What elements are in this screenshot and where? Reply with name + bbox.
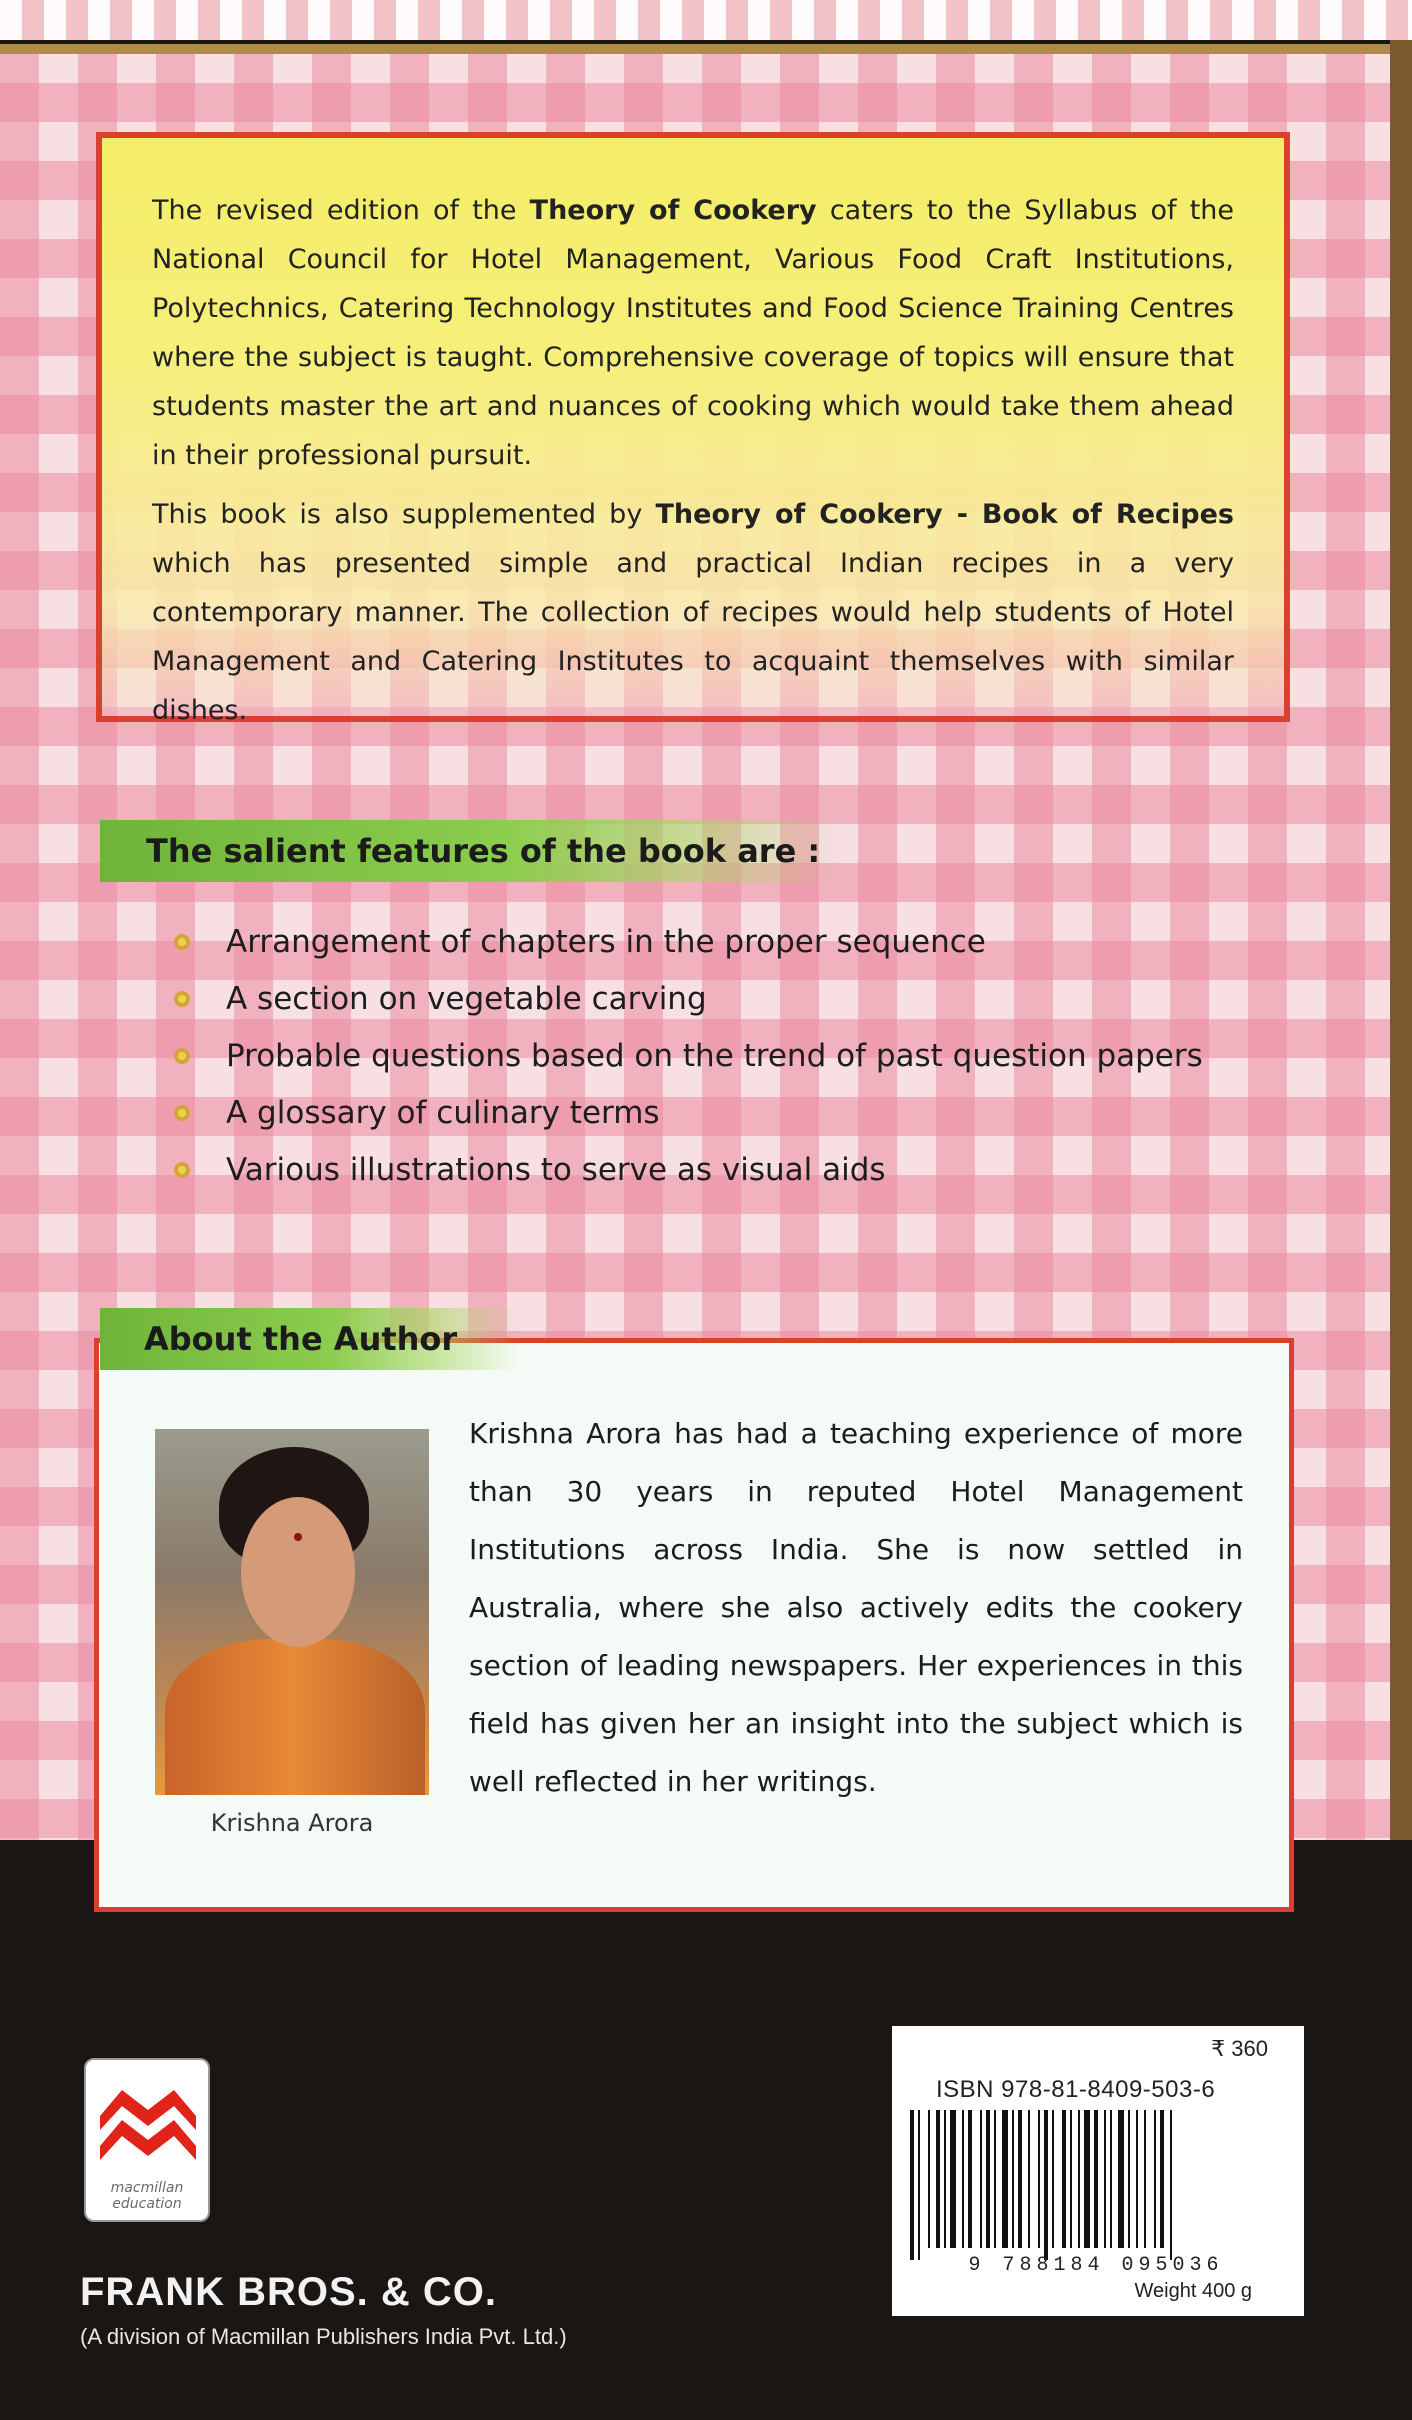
barcode-bar [994, 2110, 996, 2248]
bullet-icon [174, 1105, 190, 1121]
barcode-bar [928, 2110, 930, 2248]
barcode-bar [950, 2110, 956, 2248]
author-caption: Krishna Arora [210, 1809, 374, 1837]
barcode-bar [1094, 2110, 1098, 2248]
intro-paragraph-2: This book is also supplemented by Theory of Cookery - Book of Recipes which has presented simple and practical Indian recipes in a very contemporary manner. The collection of recipes would help students of Hotel Management and Catering Institutes to acquaint themselves with similar dishes. [152, 499, 1234, 726]
logo-text: macmillan education [110, 2180, 184, 2212]
price-label: ₹ 360 [1211, 2036, 1268, 2061]
intro-box [96, 132, 1290, 726]
list-item: A glossary of culinary terms [174, 1085, 1203, 1142]
barcode-bar [980, 2110, 982, 2248]
barcode-bar [936, 2110, 940, 2248]
bullet-icon [174, 1048, 190, 1064]
barcode-bar [986, 2110, 990, 2248]
isbn-label: ISBN 978-81-8409-503-6 [936, 2076, 1216, 2103]
list-item: A section on vegetable carving [174, 971, 1203, 1028]
bullet-icon [174, 1162, 190, 1178]
barcode-bar [1028, 2110, 1030, 2248]
barcode-bar [1170, 2110, 1172, 2260]
macmillan-logo-icon [96, 2076, 200, 2168]
barcode-bar [1118, 2110, 1124, 2248]
barcode-bar [1070, 2110, 1072, 2248]
barcode-bar [1078, 2110, 1080, 2248]
barcode-bar [1104, 2110, 1106, 2248]
book-title: Theory of Cookery [529, 195, 817, 226]
barcode-bar [968, 2110, 972, 2248]
barcode-bar [1144, 2110, 1146, 2248]
bullet-icon [174, 934, 190, 950]
barcode-bar [1160, 2110, 1164, 2248]
intro-paragraph-1: The revised edition of the Theory of Cookery caters to the Syllabus of the National Council for Hotel Management, Various Food Craft Institutions, Polytechnics, Catering Technology Institutes and Food Science Training Centres where the subject is taught. Comprehensive coverage of topics will ensure that students master the art and nuances of cooking which would take them ahead in their professional pursuit. [152, 195, 1235, 471]
companion-book-title: Theory of Cookery - Book of Recipes [655, 499, 1234, 530]
barcode-bar [962, 2110, 964, 2248]
barcode-digits: 9 788184 095036 [968, 2254, 1224, 2277]
barcode-bar [1062, 2110, 1066, 2248]
author-photo [155, 1429, 429, 1795]
author-bio: Krishna Arora has had a teaching experience of more than 30 years in reputed Hotel Management Institutions across India. She is now settled in Australia, where she also actively edits the cookery section of leading newspapers. Her experiences in this field has given her an insight into the subject which is well reflected in her writings. [469, 1417, 1243, 1798]
spine-edge [1390, 40, 1412, 1840]
publisher-name: FRANK BROS. & CO. [80, 2270, 497, 2314]
publisher-division: (A division of Macmillan Publishers India Pvt. Ltd.) [80, 2324, 567, 2349]
barcode-label [892, 2026, 1304, 2316]
barcode-bar [1012, 2110, 1014, 2248]
barcode-bar [1044, 2110, 1048, 2260]
barcode-bar [1128, 2110, 1130, 2248]
barcode-bar [1154, 2110, 1156, 2248]
barcode-bar [944, 2110, 946, 2248]
barcode-bar [1018, 2110, 1022, 2248]
author-box [94, 1338, 1294, 1912]
barcode-bar [1110, 2110, 1112, 2248]
features-heading: The salient features of the book are : [100, 820, 840, 882]
barcode-bar [1084, 2110, 1090, 2248]
barcode-image [906, 2110, 1286, 2260]
barcode-bar [1038, 2110, 1040, 2248]
barcode-bar [910, 2110, 914, 2260]
list-item: Probable questions based on the trend of past question papers [174, 1028, 1203, 1085]
features-list [174, 914, 1203, 1199]
barcode-bar [918, 2110, 920, 2260]
author-heading: About the Author [100, 1308, 520, 1370]
barcode-bar [1136, 2110, 1138, 2248]
list-item: Various illustrations to serve as visual aids [174, 1142, 1203, 1199]
top-checker-strip [0, 0, 1412, 40]
publisher-logo [84, 2058, 210, 2222]
barcode-bar [1052, 2110, 1054, 2248]
weight-label: Weight 400 g [1134, 2280, 1252, 2302]
list-item: Arrangement of chapters in the proper sequence [174, 914, 1203, 971]
barcode-bar [1002, 2110, 1008, 2248]
bullet-icon [174, 991, 190, 1007]
